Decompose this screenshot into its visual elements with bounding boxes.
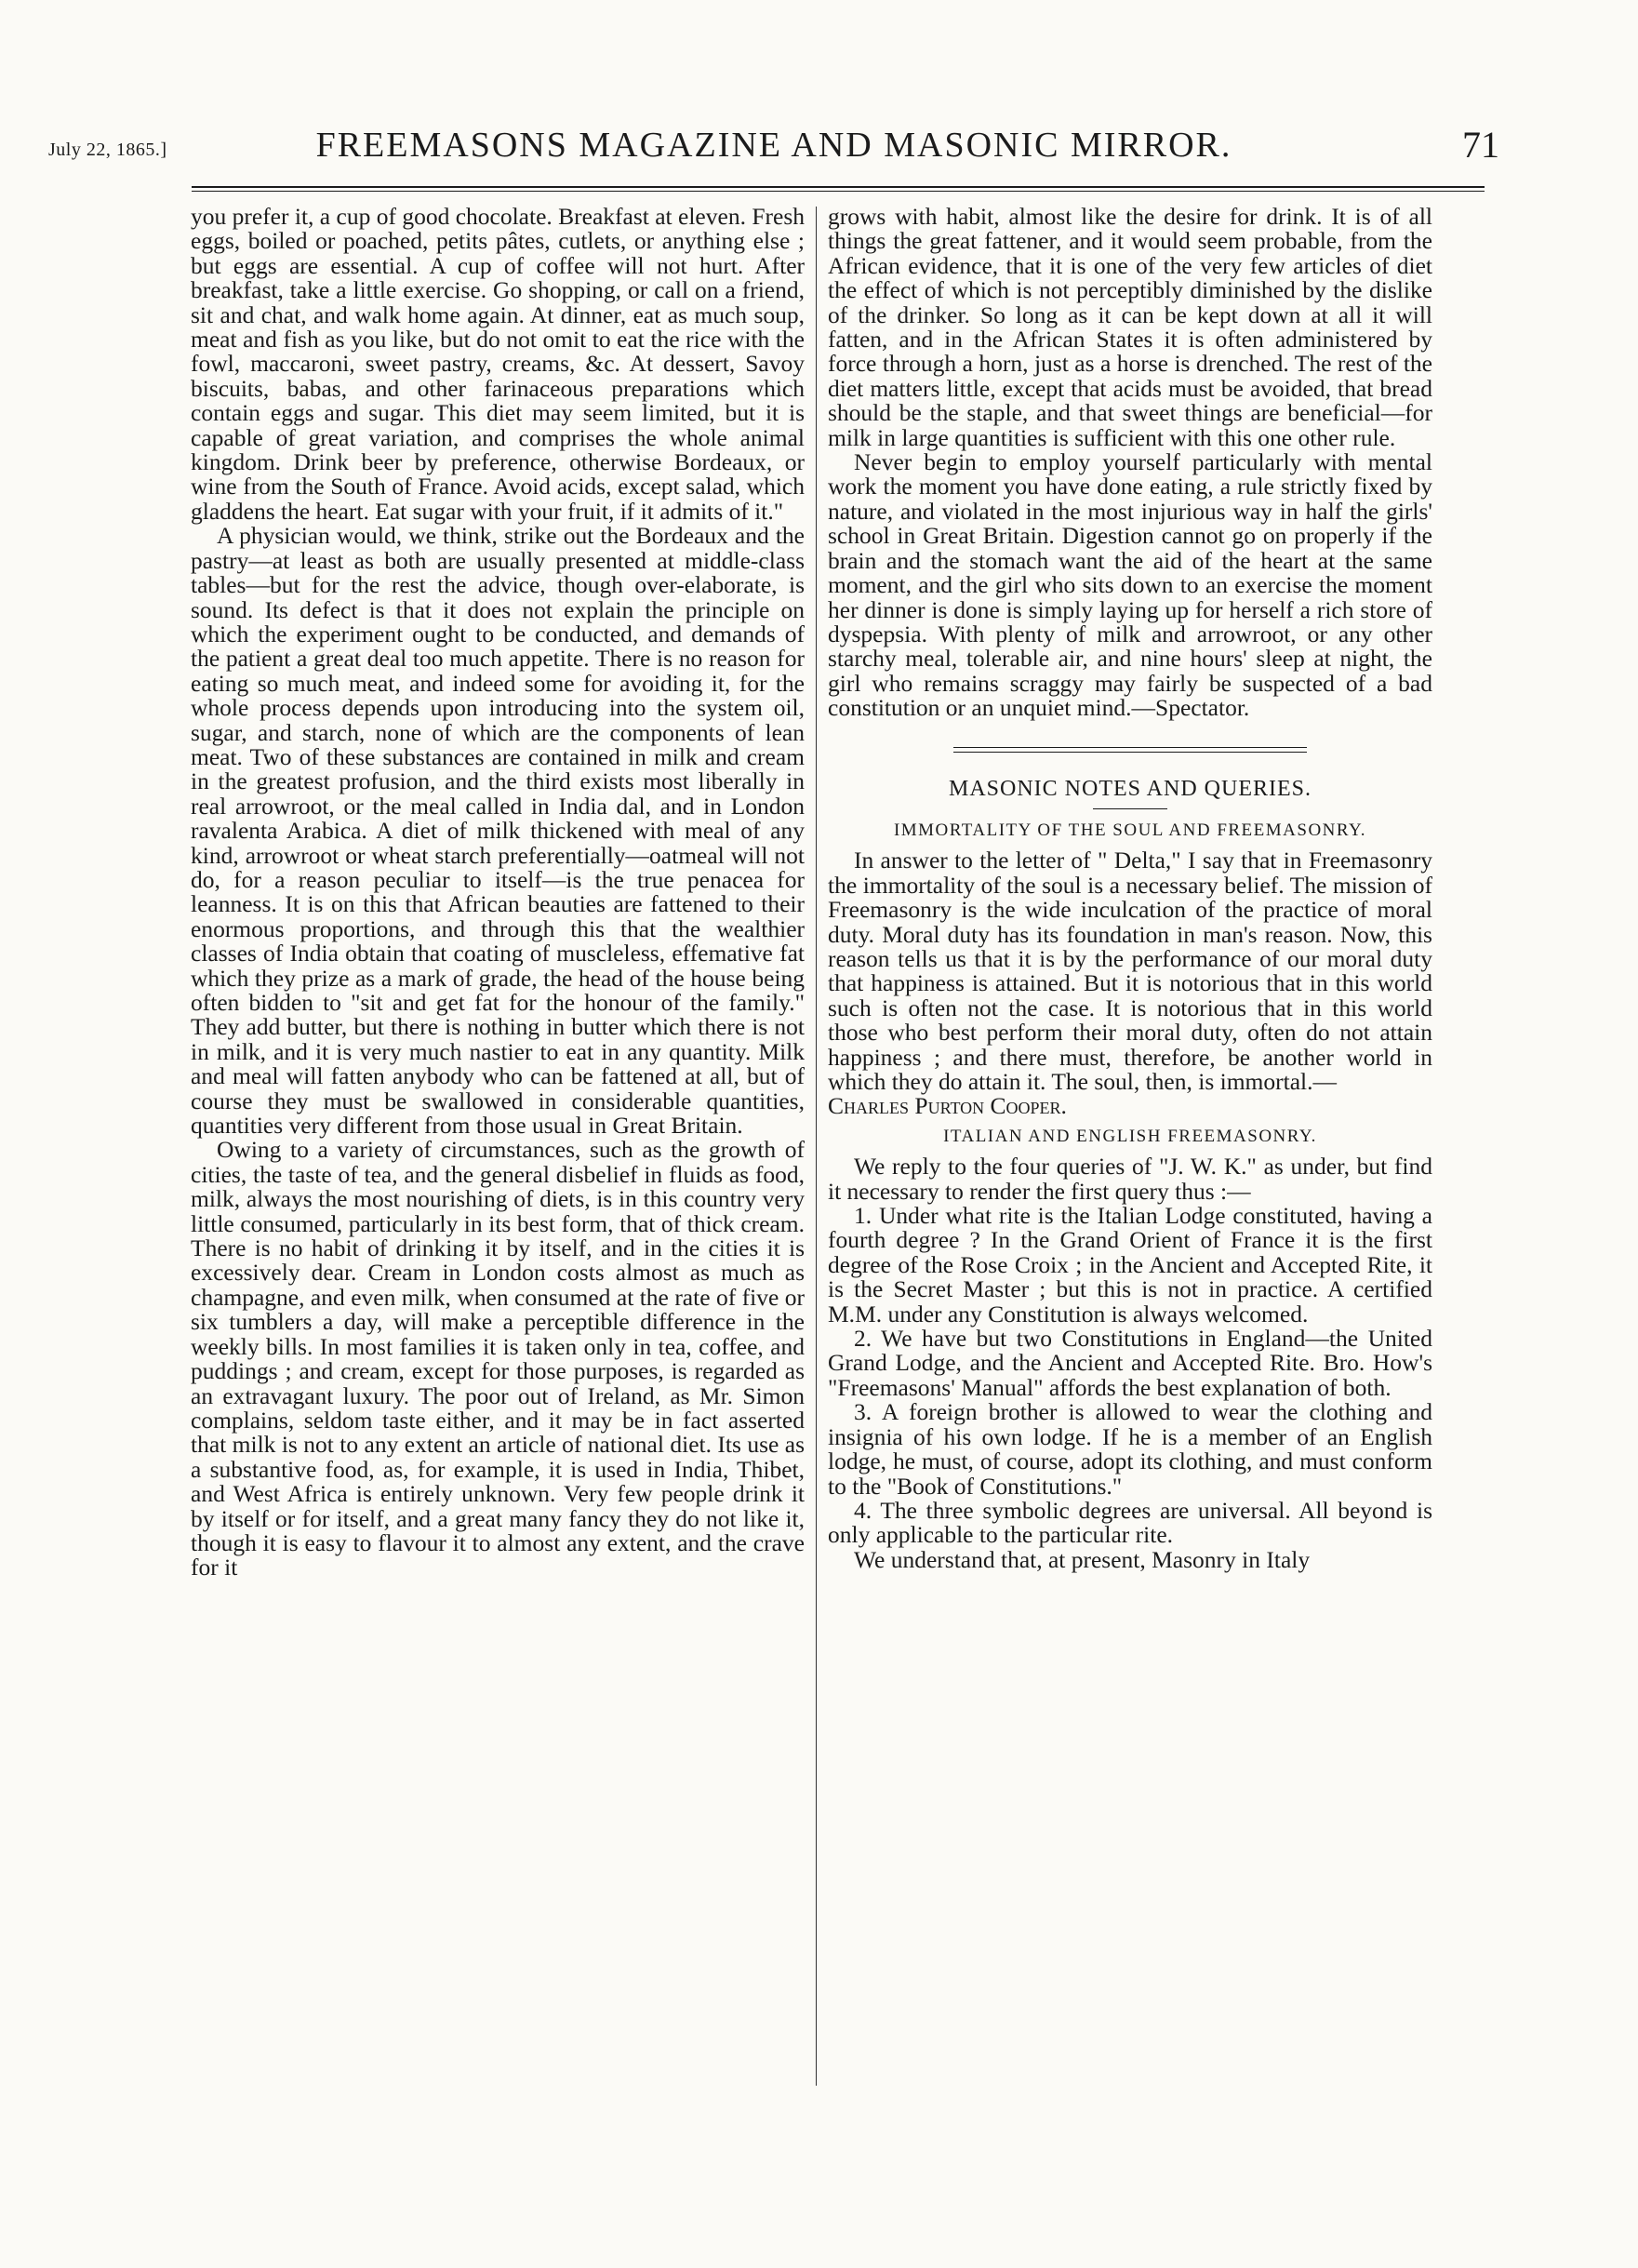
paragraph: you prefer it, a cup of good chocolate. Breakfast at eleven. Fresh eggs, boiled or poached, petits pâtes, cutlets, or anything else ; but eggs are essential. A cup of coffee will not hurt. After breakfast, take a little exercise. Go shopping, or call on a friend, sit and chat, and walk home again. At dinner, eat as much soup, meat and fish as you like, but do not omit to eat the rice with the fowl, maccaroni, sweet pastry, creams, &c. At dessert, Savoy biscuits, babas, and other farinaceous preparations which contain eggs and sugar. This diet may seem limited, but it is capable of great variation, and comprises the whole animal kingdom. Drink beer by preference, otherwise Bordeaux, or wine from the South of France. Avoid acids, except salad, which gladdens the heart. Eat sugar with your fruit, if it admits of it." [191, 203, 805, 525]
section-divider-thin [953, 752, 1307, 753]
left-column [191, 205, 805, 1581]
section-title: MASONIC NOTES AND QUERIES. [948, 776, 1312, 801]
page-number: 71 [1462, 124, 1499, 166]
paragraph: A physician would, we think, strike out the Bordeaux and the pastry—at least as both are usually presented at middle-class tables—but for the rest the advice, though over-elaborate, is sound. Its defect is that it does not explain the principle on which the experiment ought to be conducted, and demands of the patient a great deal too much appetite. There is no reason for eating so much meat, and indeed some for avoiding it, for the whole process depends upon introducing into the system oil, sugar, and starch, none of which are the components of lean meat. Two of these substances are contained in milk and cream in the greatest profusion, and the third exists most liberally in real arrowroot, or the meal called in India dal, and in London ravalenta Arabica. A diet of milk thickened with meal of any kind, arrowroot or wheat starch preferentially—oatmeal will not do, for a reason peculiar to itself—is the true penacea for leanness. It is on this that African beauties are fattened to their enormous proportions, and through this that the wealthier classes of India obtain that coating of muscleless, effemative fat which they prize as a mark of grade, the head of the house being often bidden to "sit and get fat for the honour of the family." They add butter, but there is nothing in butter which there is not in milk, and it is very much nastier to eat in any quantity. Milk and meal will fatten anybody who can be fattened at all, but of course they must be swallowed in considerable quantities, quantities very different from those usual in Great Britain. [191, 522, 805, 1140]
paragraph: 4. The three symbolic degrees are universal. All beyond is only applicable to the particular rite. [828, 1496, 1432, 1549]
issue-date: July 22, 1865.] [48, 140, 167, 160]
paragraph: 2. We have but two Constitutions in England—the United Grand Lodge, and the Ancient and Accepted Rite. Bro. How's "Freemasons' Manual" affords the best explanation of both. [828, 1325, 1432, 1401]
paragraph: 3. A foreign brother is allowed to wear the clothing and insignia of his own lodge. If he is a member of an English lodge, he must, of course, adopt its clothing, and must conform to the "Book of Constitutions." [828, 1398, 1432, 1500]
header-rule-thin [192, 191, 1485, 192]
right-column [828, 205, 1432, 1572]
paragraph: 1. Under what rite is the Italian Lodge constituted, having a fourth degree ? In the Grand Orient of France it is the first degree of the Rose Croix ; in the Ancient and Accepted Rite, it is the Secret Master ; but this is not in practice. A certified M.M. under any Constitution is always welcomed. [828, 1202, 1432, 1327]
subheading: IMMORTALITY OF THE SOUL AND FREEMASONRY. [893, 820, 1367, 840]
publication-title: FREEMASONS MAGAZINE AND MASONIC MIRROR. [315, 126, 1232, 165]
paragraph: We understand that, at present, Masonry in Italy [854, 1545, 1311, 1573]
section-divider [953, 747, 1307, 748]
author-signature: Charles Purton Cooper. [828, 1092, 1067, 1120]
header-rule [192, 186, 1485, 188]
title-underline [1093, 808, 1167, 809]
paragraph: grows with habit, almost like the desire for drink. It is of all things the great fattener, and it would seem probable, from the African evidence, that it is one of the very few articles of diet the effect of which is not perceptibly diminished by the dislike of the drinker. So long as it can be kept down at all it will fatten, and in the African States it is often administered by force through a horn, just as a horse is drenched. The rest of the diet matters little, except that acids must be avoided, that bread should be the staple, and that sweet things are beneficial—for milk in large quantities is sufficient with this one other rule. [828, 203, 1432, 451]
column-divider [816, 207, 817, 2086]
subheading: ITALIAN AND ENGLISH FREEMASONRY. [943, 1126, 1317, 1146]
paragraph: Owing to a variety of circumstances, such as the growth of cities, the taste of tea, and the general disbelief in fluids as food, milk, always the most nourishing of diets, is in this country very little consumed, particularly in its best form, that of thick cream. There is no habit of drinking it by itself, and in the cities it is excessively dear. Cream in London costs almost as much as champagne, and even milk, when consumed at the rate of five or six tumblers a day, will make a perceptible difference in the weekly bills. In most families it is taken only in tea, coffee, and puddings ; and cream, except for those purposes, is regarded as an extravagant luxury. The poor out of Ireland, as Mr. Simon complains, seldom taste either, and it may be in fact asserted that milk is not to any extent an article of national diet. Its use as a substantive food, as, for example, it is used in India, Thibet, and West Africa is entirely unknown. Very few people drink it by itself or for itself, and a great many fancy they do not like it, though it is easy to flavour it to almost any extent, and the crave for it [191, 1136, 805, 1581]
paragraph: In answer to the letter of " Delta," I say that in Freemasonry the immortality of the soul is a necessary belief. The mission of Freemasonry is the wide inculcation of the practice of moral duty. Moral duty has its foundation in man's reason. Now, this reason tells us that it is by the performance of our moral duty that happiness is attained. But it is notorious that in this world such is often not the case. It is notorious that in this world those who best perform their moral duty, often do not attain happiness ; and there must, therefore, be another world in which they do attain it. The soul, then, is immortal.— [828, 847, 1432, 1095]
paragraph: We reply to the four queries of "J. W. K." as under, but find it necessary to render the first query thus :— [828, 1153, 1432, 1205]
paragraph: Never begin to employ yourself particularly with mental work the moment you have done eating, a rule strictly fixed by nature, and violated in the most injurious way in half the girls' school in Great Britain. Digestion cannot go on properly if the brain and the stomach want the aid of the heart at the same moment, and the girl who sits down to an exercise the moment her dinner is done is simply laying up for herself a rich store of dyspepsia. With plenty of milk and arrowroot, or any other starchy meal, tolerable air, and nine hours' sleep at night, the girl who remains scraggy may fairly be suspected of a bad constitution or an unquiet mind.—Spectator. [828, 448, 1432, 722]
masthead [48, 119, 1499, 175]
